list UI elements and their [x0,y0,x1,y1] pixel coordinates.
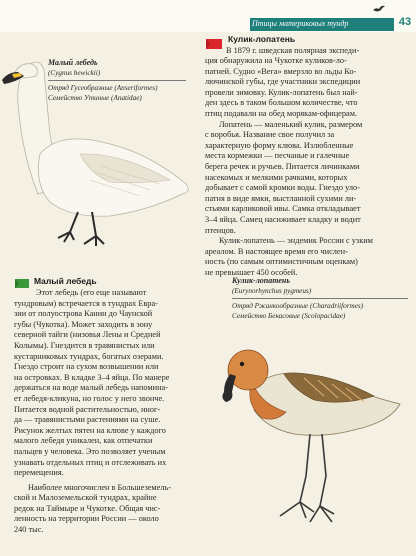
swan-caption-family: Семейство Утиные (Anatidae) [48,94,142,102]
text-line: северной тайги (низовья Лены и Средней [14,330,161,340]
text-line: Наиболее многочислен в Большеземель- [28,482,172,492]
text-line: Колымы). Гнездится в травянистых или [14,340,155,350]
sandpiper-caption-latin: (Eurynorhynchus pygmeus) [232,287,312,295]
text-line: 3–4 яйца. Самец насиживает кладку и водит [205,214,361,224]
sandpiper-text-block [205,56,408,278]
text-line: 240 тыс. [14,525,44,535]
text-line: ской и Малоземельской тундрах, крайне [14,493,157,503]
page-header [0,0,416,32]
text-line: провели зимовку. Кулик-лопатень был най- [205,87,358,97]
text-line: Этот лебедь (его еще называют [36,288,147,297]
sandpiper-text [226,46,408,57]
text-line: характерную форму клюва. Излюбленные [205,140,354,150]
sandpiper-heading: Кулик-лопатень [228,34,296,44]
text-line: насекомых и мелкими рачками, которых [205,172,348,182]
section-title: Птицы материковых тундр [252,19,349,28]
text-line: добывает с самой кромки воды. Гнездо уло- [205,183,360,193]
swan-text-first [36,288,196,299]
green-status-flag-icon [14,278,30,289]
sandpiper-caption-order: Отряд Ржанкообразные (Charadriiformes) [232,302,364,310]
text-line: лючинской губы, где участники экспедиции [205,77,361,87]
text-line: зии от полуострова Канин до Чаунской [14,309,153,319]
text-line: птиц подавали на обед морякам-офицерам. [205,108,358,118]
text-line: ареалом. В настоящее время его числен- [205,246,348,256]
text-line: Лопатень — маленький кулик, размером [219,119,363,129]
sandpiper-caption [232,276,408,321]
text-line: да — травянистыми растениями на суше. [14,415,161,425]
text-line: малого лебедя уникален, как отпечатки [14,436,153,446]
text-line: редок на Таймыре и Чукотке. Общая чис- [14,503,161,513]
text-line: губы (Чукотка). Может заходить в зону [14,319,153,329]
text-line: ция обнаружила на Чукотке куликов-ло- [205,56,347,65]
text-line: места кормежки — песчаные и галечные [205,151,350,161]
swan-caption-order: Отряд Гусеобразные (Anseriformes) [48,84,158,92]
swan-text-block [14,299,200,536]
text-line: пальцев у человека. Это позволяет ученым [14,446,166,456]
swan-caption-latin: (Cygnus bewickii) [48,69,101,77]
text-line: Рисунок желтых пятен на клюве у каждого [14,425,166,435]
sandpiper-illustration [214,326,410,548]
text-line: патней. Судно «Вега» вмерзло во льды Ко- [205,66,357,76]
swan-heading: Малый лебедь [34,276,97,286]
text-line: берега речек и ручьев. Питается личинками [205,161,360,171]
text-line: кустарниковых тундрах, богатых озерами. [14,351,164,361]
sandpiper-caption-family: Семейство Бекасовые (Scolopacidae) [232,312,346,320]
sandpiper-caption-name: Кулик-лопатень [232,276,291,285]
text-line: ность (по самым оптимистичным оценкам) [205,257,358,267]
text-line: В 1879 г. шведская полярная экспеди- [226,46,360,55]
text-line: птенцов. [205,225,236,235]
text-line: ленность на территории России — около [14,514,159,524]
text-line: патня в виде ямки, выстланной сухими ли- [205,193,357,203]
divider [232,298,408,299]
swan-caption-name: Малый лебедь [48,58,98,67]
text-line: держаться на воде малый лебедь напомина- [14,383,168,393]
text-line: Гнездо строит на сухом возвышении или [14,362,159,372]
text-line: Кулик-лопатень — эндемик России с узким [219,236,373,246]
text-line: ет лебедя-кликуна, но голос у него звонче. [14,393,165,403]
page-number: 43 [398,16,412,28]
text-line: тундровым) встречается в тундрах Евра- [14,298,158,308]
divider [48,80,186,81]
bird-silhouette-icon [372,4,386,13]
text-line: с воробья. Название свое получил за [205,130,335,140]
text-line: ден здесь в таком большом количестве, что [205,98,358,108]
text-line: стьями карликовой ивы. Самка откладывает [205,204,361,214]
text-line: на островках. В кладке 3–4 яйца. По манере [14,372,170,382]
text-line: Питается водной растительностью, иног- [14,404,161,414]
swan-caption [48,58,186,103]
red-status-flag-icon [205,38,223,50]
text-line: перемещения. [14,468,64,478]
text-line: узнавать отдельных птиц и отслеживать их [14,457,167,467]
text-line: не превышает 450 особей. [205,267,298,277]
